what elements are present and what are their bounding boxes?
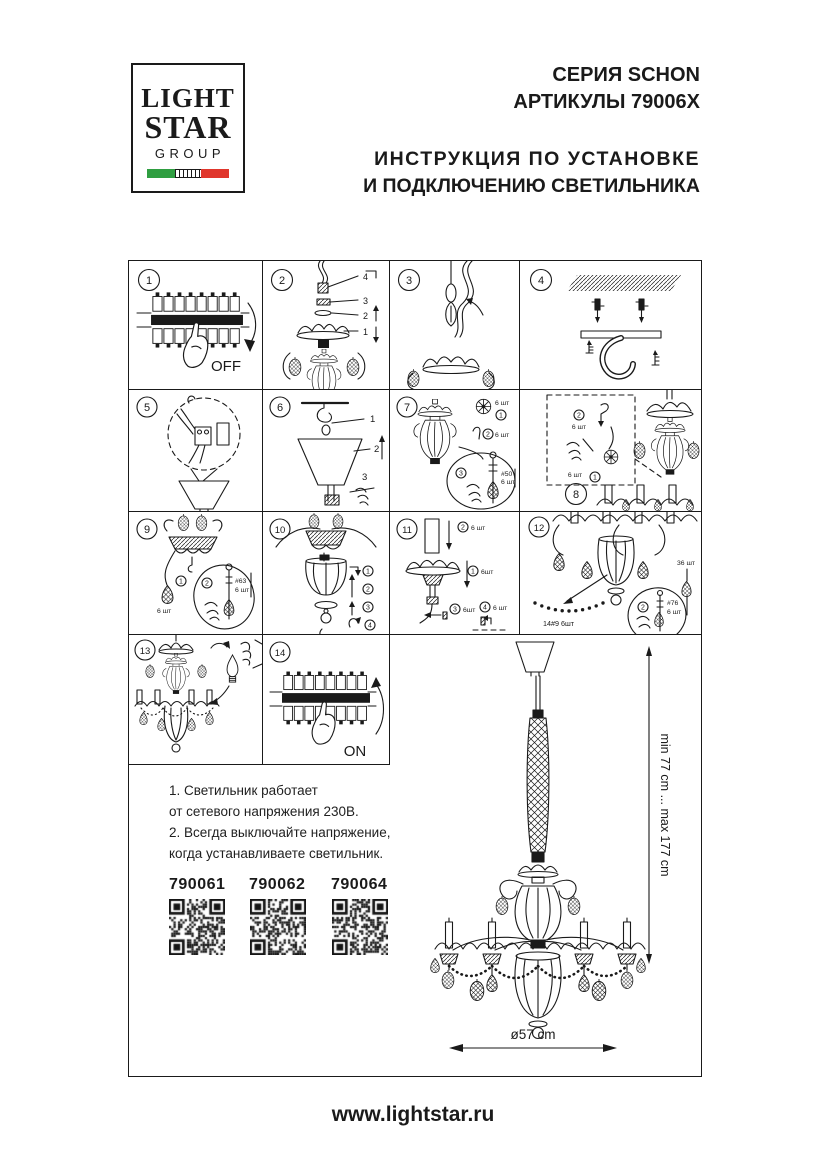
ceiling-hook-icon: [602, 338, 633, 377]
step-number: 7: [403, 402, 411, 414]
qr-code-2: [250, 899, 306, 955]
step-14-drawing: [262, 634, 389, 764]
step-9-cell: [129, 511, 262, 634]
hook-key-icon: [601, 404, 608, 422]
articles-title: АРТИКУЛЫ 79006X: [513, 91, 700, 113]
qty-2-label: 6 шт: [235, 587, 250, 594]
crystal-pendant-icon: [196, 514, 207, 531]
crystal-pendant-icon: [623, 499, 630, 510]
crystal-pendant-icon: [431, 958, 440, 972]
arrow-down-icon: [373, 337, 379, 343]
callout-1: 1: [499, 412, 503, 420]
pointing-hand-icon: [183, 323, 207, 368]
step-6-drawing: [262, 389, 389, 511]
qty-1-label: 6 шт: [157, 608, 172, 615]
callout-2: 2: [577, 412, 581, 420]
step-number: 8: [572, 489, 580, 501]
instruction-title-line2: И ПОДКЛЮЧЕНИЮ СВЕТИЛЬНИКА: [363, 175, 700, 197]
anchor-bolt-icon: [636, 299, 648, 319]
arrow-right-icon: [603, 1044, 617, 1052]
part-2-label: 2: [374, 444, 380, 455]
step-4-cell: [519, 261, 701, 389]
qty-2-label: 6 шт: [471, 525, 486, 532]
instruction-title-line1: ИНСТРУКЦИЯ ПО УСТАНОВКЕ: [374, 148, 700, 170]
qty-1-label: 6 шт: [567, 472, 583, 479]
step-1-drawing: [129, 261, 262, 389]
arrow-down-icon: [446, 543, 452, 550]
crystal-pendant-icon: [483, 369, 494, 386]
italian-flag-stripe: [147, 169, 229, 178]
step-1-cell: [129, 261, 262, 389]
callout-1: 1: [471, 568, 475, 576]
step-3-cell: [389, 261, 519, 389]
crystal-pendant-icon: [347, 357, 359, 376]
website-url: www.lightstar.ru: [331, 1103, 495, 1126]
series-block: [513, 62, 700, 116]
callout-3: 3: [366, 604, 370, 612]
qty-3-label: 6 шт: [501, 479, 516, 486]
garland-qty-label: 14#9 6шт: [543, 619, 575, 628]
step-number: 2: [278, 275, 286, 287]
step-5-cell: [129, 389, 262, 511]
detail-box: [547, 395, 635, 485]
crystal-pendant-icon: [621, 970, 633, 989]
product-code-2: 790062: [249, 876, 306, 893]
step-10-cell: [262, 511, 389, 634]
hand-icon: [241, 640, 262, 668]
crystal-pendant-icon: [592, 979, 606, 1001]
magnifier-circle: [187, 558, 262, 634]
arrow-up-icon: [371, 677, 381, 688]
flag-white-segment: [175, 169, 201, 178]
hook-icon: [317, 403, 331, 422]
crystal-pendant-icon: [655, 499, 662, 510]
crystal-pendant-icon: [140, 712, 148, 724]
step-number: 5: [143, 402, 151, 414]
crystal-pendant-icon: [579, 975, 589, 992]
note-line: 2. Всегда выключайте напряжение,: [169, 825, 391, 840]
part-2-label: 2: [363, 311, 369, 321]
crystal-pendant-icon: [634, 441, 645, 458]
crystal-pendant-icon: [178, 514, 189, 531]
arrow-down-icon: [244, 339, 255, 352]
hand-icon: [205, 602, 219, 620]
crystal-pendant-icon: [582, 562, 592, 579]
step-10-drawing: [262, 511, 389, 634]
crystal-pendant-icon: [206, 712, 214, 724]
callout-2: 2: [486, 431, 490, 439]
canopy-cone: [179, 481, 229, 511]
step-number: 14: [274, 648, 286, 659]
step-4-drawing: [519, 261, 701, 389]
callout-4: 4: [483, 604, 487, 612]
step-11-cell: [389, 511, 519, 634]
height-dimension-label: min 77 cm ... max 177 cm: [658, 733, 672, 877]
qty-2-label: 6 шт: [495, 432, 510, 439]
step-3-drawing: [389, 261, 519, 389]
rosette-icon: [604, 450, 618, 464]
qty-2-label: 6 шт: [571, 424, 587, 431]
callout-1: 1: [179, 578, 183, 586]
crystal-pendant-icon: [442, 970, 454, 989]
part-3-label: 3: [363, 296, 369, 306]
candle-bulb-icon: [227, 655, 238, 682]
safety-notes: [169, 780, 419, 864]
logo-word-star: STAR: [144, 109, 232, 145]
step-number: 12: [533, 523, 545, 534]
part-1-label: 1: [370, 414, 376, 425]
callout-2: 2: [641, 604, 645, 612]
instruction-title: [363, 146, 700, 200]
callout-4: 4: [368, 622, 372, 630]
callout-2: 2: [366, 586, 370, 594]
arrow-down-icon: [464, 581, 470, 588]
crystal-pendant-icon: [488, 482, 498, 499]
chandelier-body-icon: [651, 417, 688, 475]
diameter-dimension-label: ø57 cm: [510, 1027, 556, 1042]
anchor-bolt-icon: [592, 299, 604, 319]
step-11-drawing: [389, 511, 519, 634]
step-number: 1: [145, 275, 153, 287]
step-number: 10: [274, 525, 286, 536]
callout-3: 3: [459, 470, 463, 478]
product-code-3: 790064: [331, 876, 388, 893]
twisted-column: [527, 718, 549, 852]
step-9-drawing: [129, 511, 262, 634]
crystal-pendant-icon: [688, 441, 699, 458]
crystal-pendant-icon: [146, 664, 155, 677]
crystal-pendant-icon: [655, 612, 664, 626]
crystal-pendant-icon: [198, 664, 207, 677]
switch-on-label: ON: [343, 743, 367, 760]
crystal-pendant-icon: [687, 499, 694, 510]
chandelier-body-icon: [414, 399, 456, 464]
crystal-pendant-icon: [470, 979, 484, 1001]
crystal-pendant-icon: [638, 562, 648, 579]
candle-sleeve: [425, 519, 439, 553]
step-13-cell: [129, 634, 262, 764]
step-12-cell: [519, 511, 701, 634]
step-8-drawing: [519, 389, 701, 511]
qr-code-3: [332, 899, 388, 955]
step-12-drawing: [519, 511, 701, 634]
step-number: 4: [537, 275, 545, 287]
arrow-up-icon: [379, 435, 385, 442]
chandelier-body-icon: [163, 653, 190, 694]
step-14-cell: [262, 634, 389, 764]
series-title: СЕРИЯ SCHON: [552, 64, 700, 86]
part-76-label: #76: [667, 600, 679, 607]
hand-icon: [467, 484, 481, 502]
hand-icon: [350, 488, 374, 505]
arrow-down-icon: [646, 954, 652, 964]
step-6-cell: [262, 389, 389, 511]
ceiling-hatch: [567, 275, 681, 291]
qty-2-label: 6 шт: [667, 609, 682, 616]
steps-frame: [128, 260, 702, 1077]
note-line: от сетевого напряжения 230В.: [169, 804, 359, 819]
chandelier-dimension-drawing: [391, 634, 701, 1076]
crystal-pendant-icon: [637, 958, 646, 972]
switch-off-label: OFF: [211, 358, 241, 375]
crystal-pendant-icon: [309, 513, 319, 529]
step-8-cell: [519, 389, 701, 511]
note-line: когда устанавливаете светильник.: [169, 846, 384, 861]
part-3-label: 3: [362, 472, 368, 483]
step-2-cell: [262, 261, 389, 389]
crystal-pendant-icon: [162, 586, 173, 604]
callout-2: 2: [461, 524, 465, 532]
callout-2: 2: [205, 580, 209, 588]
canopy-cone: [516, 642, 554, 676]
arrow-up-icon: [373, 305, 379, 311]
flag-green-segment: [147, 169, 175, 178]
pin-icon: [473, 427, 480, 439]
qr-code-1: [169, 899, 225, 955]
hand-icon: [567, 439, 593, 460]
step-7-drawing: [389, 389, 519, 511]
step-7-cell: [389, 389, 519, 511]
dimension-drawing-cell: [391, 634, 701, 1076]
chandelier-top-icon: [307, 349, 341, 389]
part-50-label: #50: [501, 471, 513, 478]
arrow-icon: [209, 698, 218, 705]
crystal-pendant-icon: [188, 718, 196, 730]
step-number: 9: [143, 524, 151, 536]
qty-4-label: 6 шт: [493, 605, 508, 612]
grid-line: [129, 764, 390, 765]
lightstar-logo: [131, 63, 245, 193]
qty-3-label: 6шт: [463, 607, 476, 614]
hand-icon: [637, 616, 650, 628]
callout-1: 1: [366, 568, 370, 576]
step-number: 13: [139, 646, 151, 657]
arrow-up-icon: [646, 646, 652, 656]
crystal-pendant-icon: [554, 554, 564, 571]
part-63-label: #63: [235, 578, 247, 585]
step-number: 6: [276, 402, 284, 414]
step-2-drawing: [262, 261, 389, 389]
qty-1-label: 6 шт: [495, 400, 510, 407]
step-number: 3: [405, 275, 413, 287]
logo-word-group: GROUP: [154, 146, 226, 161]
crystal-pendant-icon: [487, 975, 497, 992]
qty-1-label: 6шт: [481, 569, 494, 576]
canopy-cone: [298, 439, 362, 485]
arrow-left-icon: [449, 1044, 463, 1052]
logo-word-light: LIGHT: [141, 83, 235, 113]
step-13-drawing: [129, 634, 262, 764]
note-line: 1. Светильник работает: [169, 783, 318, 798]
part-1-label: 1: [363, 327, 369, 337]
callout-3: 3: [453, 606, 457, 614]
crystal-pendant-icon: [408, 369, 419, 386]
crystal-pendant-icon: [333, 513, 343, 529]
crystal-pendant-icon: [289, 357, 301, 376]
callout-1: 1: [593, 474, 597, 482]
product-code-1: 790061: [169, 876, 226, 893]
crystal-pendant-icon: [682, 581, 691, 596]
step-number: 11: [402, 525, 412, 536]
qty-pendants-label: 36 шт: [677, 560, 696, 567]
crystal-pendant-icon: [224, 599, 234, 615]
flag-red-segment: [201, 169, 229, 178]
part-4-label: 4: [363, 272, 369, 282]
step-5-drawing: [129, 389, 262, 511]
rosette-icon: [476, 399, 490, 413]
